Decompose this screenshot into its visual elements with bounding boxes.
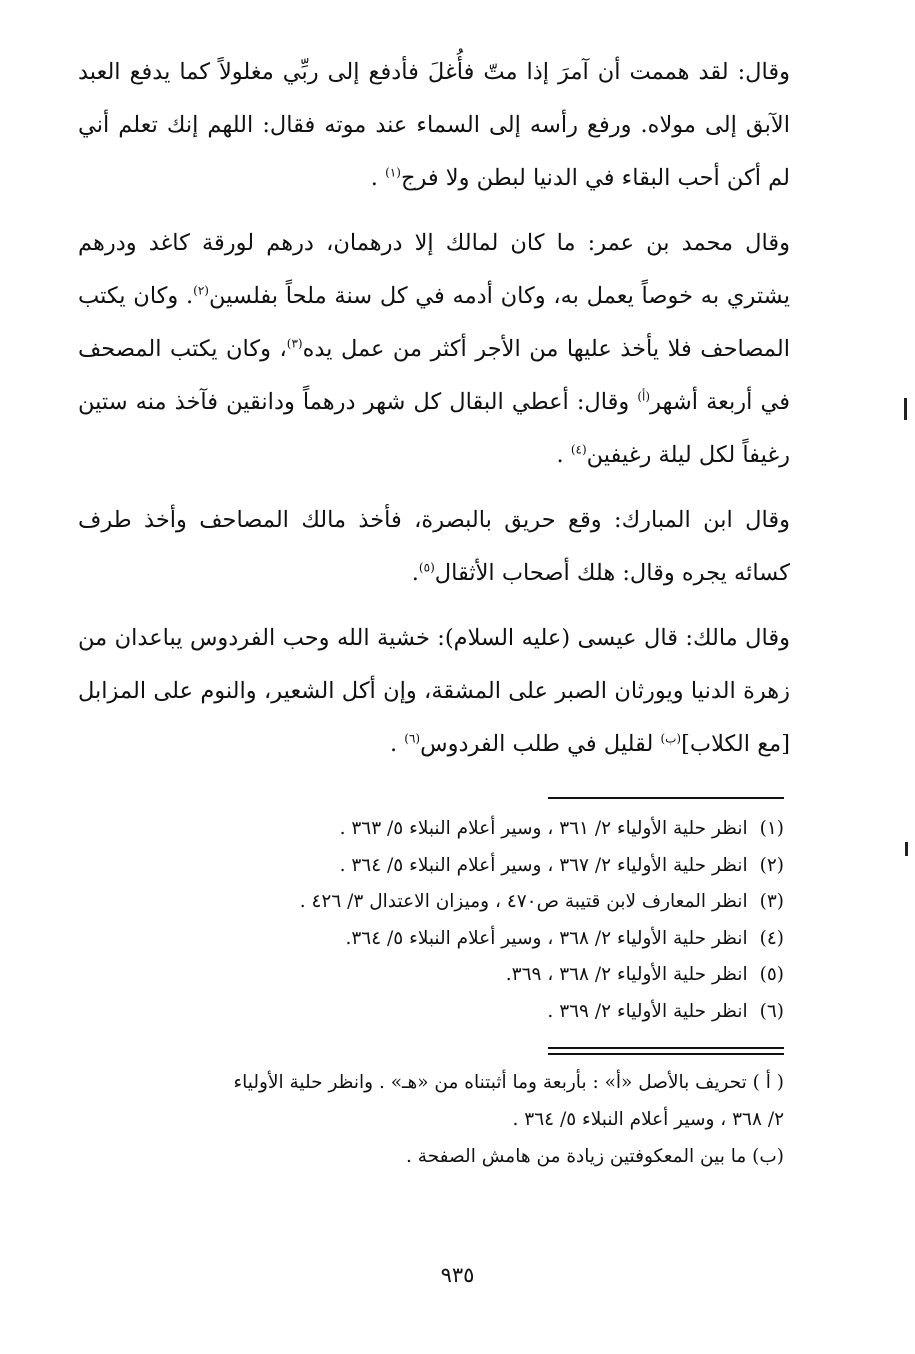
paragraph-text: ، وكان يكتب المصحف في أربعة أشهر bbox=[78, 336, 790, 415]
footnote-ref: (١) bbox=[385, 165, 401, 180]
footnote-item bbox=[78, 921, 784, 958]
paragraph-text: . bbox=[556, 442, 571, 468]
page-number: ٩٣٥ bbox=[440, 1263, 475, 1287]
footnote-number: (٦) bbox=[759, 1000, 784, 1022]
editorial-note-line: (ب) ما بين المعكوفتين زيادة من هامش الصفحة . bbox=[406, 1146, 784, 1167]
paragraph-text: . bbox=[389, 731, 405, 757]
paragraph-2 bbox=[78, 217, 790, 482]
footnote-ref: (٢) bbox=[193, 283, 209, 298]
scan-edge-mark bbox=[905, 842, 908, 856]
editorial-divider-bottom bbox=[548, 1053, 784, 1055]
paragraph-text: وقال محمد بن عمر: ما كان لمالك إلا درهمان، درهم لورقة كاغد ودرهم يشتري به خوصاً يعمل به، وكان أدمه في كل سنة ملحاً بفلسين bbox=[78, 230, 790, 309]
paragraph-4 bbox=[78, 612, 790, 771]
footnote-item bbox=[78, 994, 784, 1031]
footnote-ref: (٦) bbox=[404, 731, 421, 746]
footnote-item bbox=[78, 811, 784, 848]
paragraph-1 bbox=[78, 46, 790, 205]
footnote-item bbox=[78, 957, 784, 994]
footnote-text: انظر حلية الأولياء ٢/ ٣٦٨ ، وسير أعلام النبلاء ٥/ ٣٦٤. bbox=[345, 927, 748, 949]
main-text bbox=[78, 46, 790, 783]
paragraph-text: وقال: أعطي البقال كل شهر درهماً ودانقين فآخذ منه ستين رغيفاً لكل ليلة رغيفين bbox=[78, 389, 790, 468]
paragraph-3 bbox=[78, 494, 790, 600]
paragraph-text: . bbox=[370, 165, 386, 191]
footnote-text: انظر حلية الأولياء ٢/ ٣٦٧ ، وسير أعلام النبلاء ٥/ ٣٦٤ . bbox=[339, 854, 748, 876]
footnote-item bbox=[78, 848, 784, 885]
paragraph-text: وقال ابن المبارك: وقع حريق بالبصرة، فأخذ مالك المصاحف وأخذ طرف كسائه يجره وقال: هلك أصحاب الأثقال bbox=[78, 507, 790, 586]
footnote-number: (١) bbox=[759, 818, 784, 839]
footnote-number: (٢) bbox=[759, 854, 784, 876]
editorial-notes bbox=[78, 1064, 784, 1175]
paragraph-text: وقال: لقد هممت أن آمرَ إذا متّ فأُغلَ فأدفع إلى ربِّي مغلولاً كما يدفع العبد الآبق إلى مولاه. ورفع رأسه إلى السماء عند موته فقال: اللهم إنك تعلم أني لم أكن أحب البقاء في الدنيا لبطن ولا فرج bbox=[78, 59, 790, 191]
footnote-number: (٣) bbox=[759, 891, 784, 912]
paragraph-text: . وكان يكتب المصاحف فلا يأخذ عليها من الأجر أكثر من عمل يده bbox=[78, 283, 790, 362]
editorial-divider-top bbox=[548, 1047, 784, 1049]
paragraph-text: . bbox=[411, 560, 419, 586]
footnote-ref: (٥) bbox=[418, 560, 435, 575]
footnote-number: (٥) bbox=[759, 964, 784, 985]
paragraph-text: لقليل في طلب الفردوس bbox=[420, 731, 661, 757]
footnote-text: انظر حلية الأولياء ٢/ ٣٦٩ . bbox=[547, 1000, 748, 1022]
footnote-text: انظر المعارف لابن قتيبة ص٤٧٠ ، وميزان الاعتدال ٣/ ٤٢٦ . bbox=[299, 891, 748, 912]
footnote-number: (٤) bbox=[759, 927, 784, 949]
footnote-ref: (٤) bbox=[570, 442, 587, 457]
footnote-text: انظر حلية الأولياء ٢/ ٣٦١ ، وسير أعلام النبلاء ٥/ ٣٦٣ . bbox=[339, 818, 748, 839]
footnotes-list bbox=[78, 811, 784, 1030]
footnote-text: انظر حلية الأولياء ٢/ ٣٦٨ ، ٣٦٩. bbox=[505, 964, 748, 985]
footnote-divider bbox=[548, 797, 784, 799]
scan-edge-mark bbox=[904, 398, 907, 420]
editorial-note-line: ٢/ ٣٦٨ ، وسير أعلام النبلاء ٥/ ٣٦٤ . bbox=[512, 1109, 784, 1130]
paragraph-text: وقال مالك: قال عيسى (عليه السلام): خشية الله وحب الفردوس يباعدان من زهرة الدنيا ويورثان الصبر على المشقة، وإن أكل الشعير، والنوم على المزابل [مع الكلاب] bbox=[78, 625, 790, 757]
editorial-note-line: ( أ ) تحريف بالأصل «أ» : بأربعة وما أثبتناه من «هـ» . وانظر حلية الأولياء bbox=[233, 1072, 784, 1093]
editorial-ref: (أ) bbox=[637, 389, 651, 404]
editorial-ref: (ب) bbox=[660, 731, 682, 746]
footnote-ref: (٣) bbox=[286, 336, 303, 351]
footnote-item bbox=[78, 884, 784, 921]
